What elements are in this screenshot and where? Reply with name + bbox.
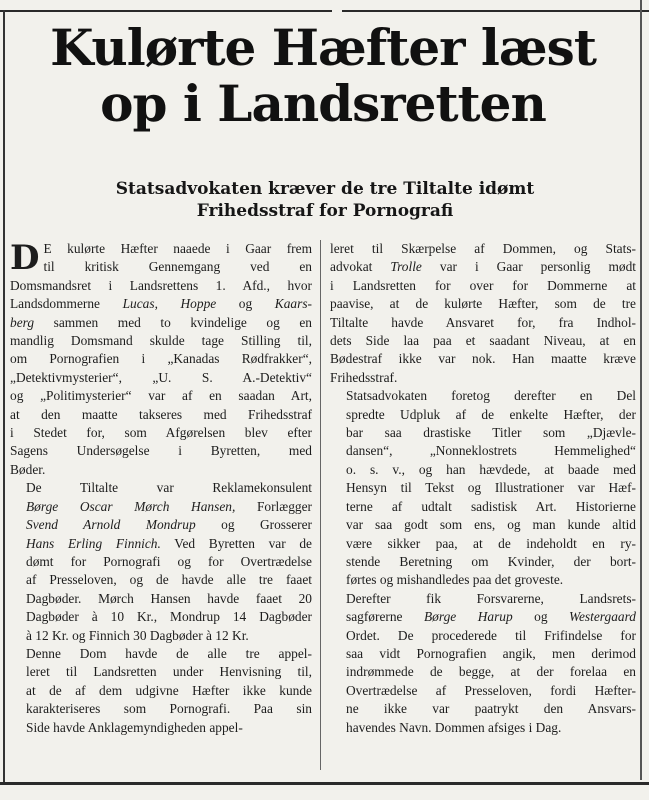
text-line: spredte Udpluk af de enkelte Hæfter, der bbox=[346, 406, 636, 422]
text-line: være sikker paa, at de indeholdt en ry- bbox=[346, 535, 636, 551]
paragraph-body bbox=[330, 387, 636, 589]
text-line: Bøder. bbox=[10, 461, 46, 477]
text-line: Domsmandsret i Landsrettens 1. Afd., hvor bbox=[10, 277, 312, 293]
text-line: karakteriseres som Pornografi. Paa sin bbox=[26, 701, 312, 717]
subheadline-line-1: Statsadvokaten kræver de tre Tiltalte idømt bbox=[115, 179, 535, 199]
text-line: saa vidt Pornografien angik, men derimod bbox=[346, 645, 636, 661]
text-line: Hensyn til Tekst og Illustrationer var Hæf- bbox=[346, 480, 636, 496]
text-line: paavise, at de kulørte Hæfter, som de tre bbox=[330, 296, 636, 312]
text-line: sagførerne Børge Harup og Westergaard bbox=[346, 609, 636, 625]
text-line: De Tiltalte var Reklamekonsulent bbox=[26, 480, 312, 496]
drop-cap: D bbox=[10, 238, 40, 278]
text-line: og „Politimysterier“ var af en saadan Art, bbox=[10, 388, 312, 404]
text-line: leret til Landsretten under Henvisning til, bbox=[26, 664, 312, 680]
paragraph-3 bbox=[10, 645, 312, 737]
text-line: Sagens Undersøgelse i Byretten, med bbox=[10, 443, 312, 459]
text-line: i Landsretten for over for Dommerne at bbox=[330, 277, 636, 293]
paragraph-body bbox=[10, 240, 312, 479]
text-line: à 12 Kr. og Finnich 30 Dagbøder à 12 Kr. bbox=[26, 627, 249, 643]
text-line: E kulørte Hæfter naaede i Gaar frem bbox=[43, 241, 312, 256]
text-line: at de af dem udgivne Hæfter ikke kunde bbox=[26, 682, 312, 698]
text-line: dømt for Pornografi og for Overtrædelse bbox=[26, 553, 312, 569]
text-line: mandlig Domsmand skulde tage Stilling til, bbox=[10, 333, 312, 349]
text-line: var saa godt som ens, og man kunde altid bbox=[346, 517, 636, 533]
text-line: havendes Navn. Dommen afsiges i Dag. bbox=[346, 719, 562, 735]
headline-line-1: Kulørte Hæfter læst bbox=[50, 18, 596, 77]
text-line: Børge Oscar Mørch Hansen, Forlægger bbox=[26, 498, 312, 514]
paragraph-body bbox=[10, 479, 312, 645]
text-line: førtes og mishandledes paa det groveste. bbox=[346, 572, 564, 588]
text-line: stende Beretning om Kvinder, der bort- bbox=[346, 553, 636, 569]
text-line: Landsdommerne Lucas, Hoppe og Kaars- bbox=[10, 296, 312, 312]
text-line: af Presseloven, og de havde alle tre faaet bbox=[26, 572, 312, 588]
text-line: dansen“, „Nonneklostrets Hemmelighed“ bbox=[346, 443, 636, 459]
right-border-rule bbox=[640, 0, 642, 780]
text-line: Hans Erling Finnich. Ved Byretten var de bbox=[26, 535, 312, 551]
text-line: om Pornografien i „Kanadas Rødfrakker“, bbox=[10, 351, 312, 367]
text-line: Frihedsstraf. bbox=[330, 369, 398, 385]
text-line: o. s. v., og han hævdede, at baade med bbox=[346, 461, 636, 477]
left-border-rule bbox=[3, 10, 5, 785]
text-line: Dagbøder. Mørch Hansen havde faaet 20 bbox=[26, 590, 312, 606]
text-line: til kritisk Gennemgang ved en bbox=[43, 259, 312, 275]
paragraph-4 bbox=[330, 240, 636, 387]
paragraph-body bbox=[330, 240, 636, 387]
text-line: Statsadvokaten foretog derefter en Del bbox=[346, 388, 636, 404]
top-rule-right bbox=[342, 10, 649, 12]
text-line: Derefter fik Forsvarerne, Landsrets- bbox=[346, 590, 636, 606]
paragraph-body bbox=[330, 590, 636, 737]
subheadline bbox=[20, 178, 630, 222]
paragraph-5 bbox=[330, 387, 636, 589]
text-line: ne ikke var paatrykt den Ansvars- bbox=[346, 701, 636, 717]
text-line: Denne Dom havde de alle tre appel- bbox=[26, 645, 312, 661]
text-line: Overtrædelse af Presseloven, fordi Hæfter- bbox=[346, 682, 636, 698]
text-line: advokat Trolle var i Gaar personlig mødt bbox=[330, 259, 636, 275]
paragraph-2 bbox=[10, 479, 312, 645]
text-line: Side havde Anklagemyndigheden appel- bbox=[26, 719, 243, 735]
text-line: Svend Arnold Mondrup og Grosserer bbox=[26, 517, 313, 533]
paragraph-6 bbox=[330, 590, 636, 737]
article-column-right bbox=[330, 240, 636, 737]
text-line: dets Side laa paa et saadant Niveau, at en bbox=[330, 333, 636, 349]
paragraph-body bbox=[10, 645, 312, 737]
column-divider bbox=[320, 240, 321, 770]
text-line: „Detektivmysterier“, „U. S. A.-Detektiv“ bbox=[10, 369, 312, 385]
text-line: berg sammen med to kvindelige og en bbox=[10, 314, 312, 330]
text-line: Bødestraf ikke var nok. Han maatte kræve bbox=[330, 351, 636, 367]
text-line: terne af udtalt sadistisk Art. Historierne bbox=[346, 498, 636, 514]
article-column-left bbox=[10, 240, 312, 737]
text-line: Dagbøder à 10 Kr., Mondrup 14 Dagbøder bbox=[26, 609, 312, 625]
bottom-rule bbox=[0, 782, 649, 785]
text-line: indrømmede de begge, at der forelaa en bbox=[346, 664, 636, 680]
text-line: Tiltalte havde Ansvaret for, fra Indhol- bbox=[330, 314, 636, 330]
text-line: at den maatte takseres med Frihedsstraf bbox=[10, 406, 312, 422]
text-line: leret til Skærpelse af Dommen, og Stats- bbox=[330, 241, 636, 256]
top-rule-left bbox=[0, 10, 332, 12]
headline bbox=[8, 20, 638, 132]
headline-line-2: op i Landsretten bbox=[100, 74, 546, 133]
text-line: Ordet. De procederede til Frifindelse for bbox=[346, 627, 636, 643]
paragraph-1 bbox=[10, 240, 312, 479]
subheadline-line-2: Frihedsstraf for Pornografi bbox=[196, 201, 454, 221]
text-line: bar saa drastiske Titler som „Djævle- bbox=[346, 425, 636, 441]
text-line: i Stedet for, som Afgørelsen blev efter bbox=[10, 425, 312, 441]
